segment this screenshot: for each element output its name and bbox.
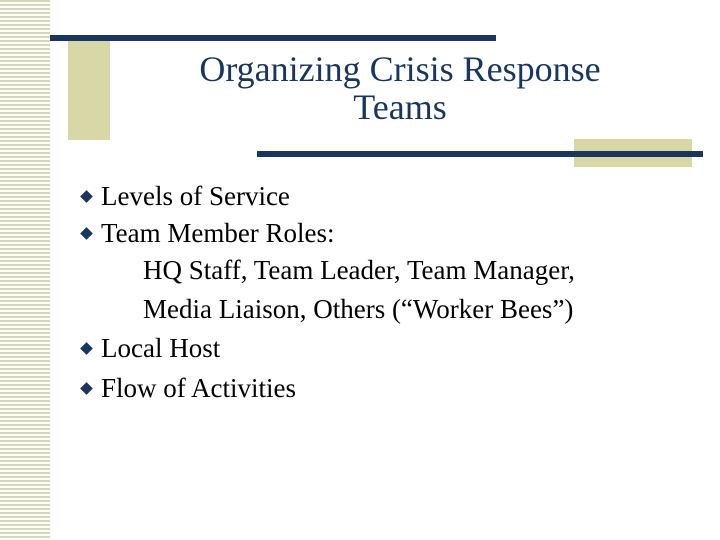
diamond-bullet-icon — [80, 227, 93, 240]
roles-detail-line-1: HQ Staff, Team Leader, Team Manager, — [143, 255, 575, 285]
slide-title-line-2: Teams — [353, 87, 447, 127]
title-rule-bottom — [257, 151, 703, 157]
bullet-item — [78, 368, 698, 408]
title-rule-top — [50, 35, 496, 41]
decorative-block-top — [68, 38, 110, 140]
bullet-item — [78, 216, 698, 250]
decorative-stripes — [0, 0, 50, 540]
stripes-edge — [50, 0, 52, 540]
bullet-item — [78, 176, 698, 216]
bullet-text: Flow of Activities — [101, 373, 296, 403]
slide-title — [120, 50, 680, 126]
diamond-bullet-icon — [80, 382, 93, 395]
bullet-text: Levels of Service — [101, 181, 290, 211]
slide-title-line-1: Organizing Crisis Response — [199, 49, 601, 89]
diamond-bullet-icon — [80, 190, 93, 203]
roles-detail-line-2: Media Liaison, Others (“Worker Bees”) — [143, 294, 574, 324]
bullet-item — [78, 328, 698, 368]
diamond-bullet-icon — [80, 342, 93, 355]
bullet-text: Team Member Roles: — [101, 218, 335, 248]
bullet-text: Local Host — [101, 333, 221, 363]
bullet-list — [78, 176, 698, 408]
